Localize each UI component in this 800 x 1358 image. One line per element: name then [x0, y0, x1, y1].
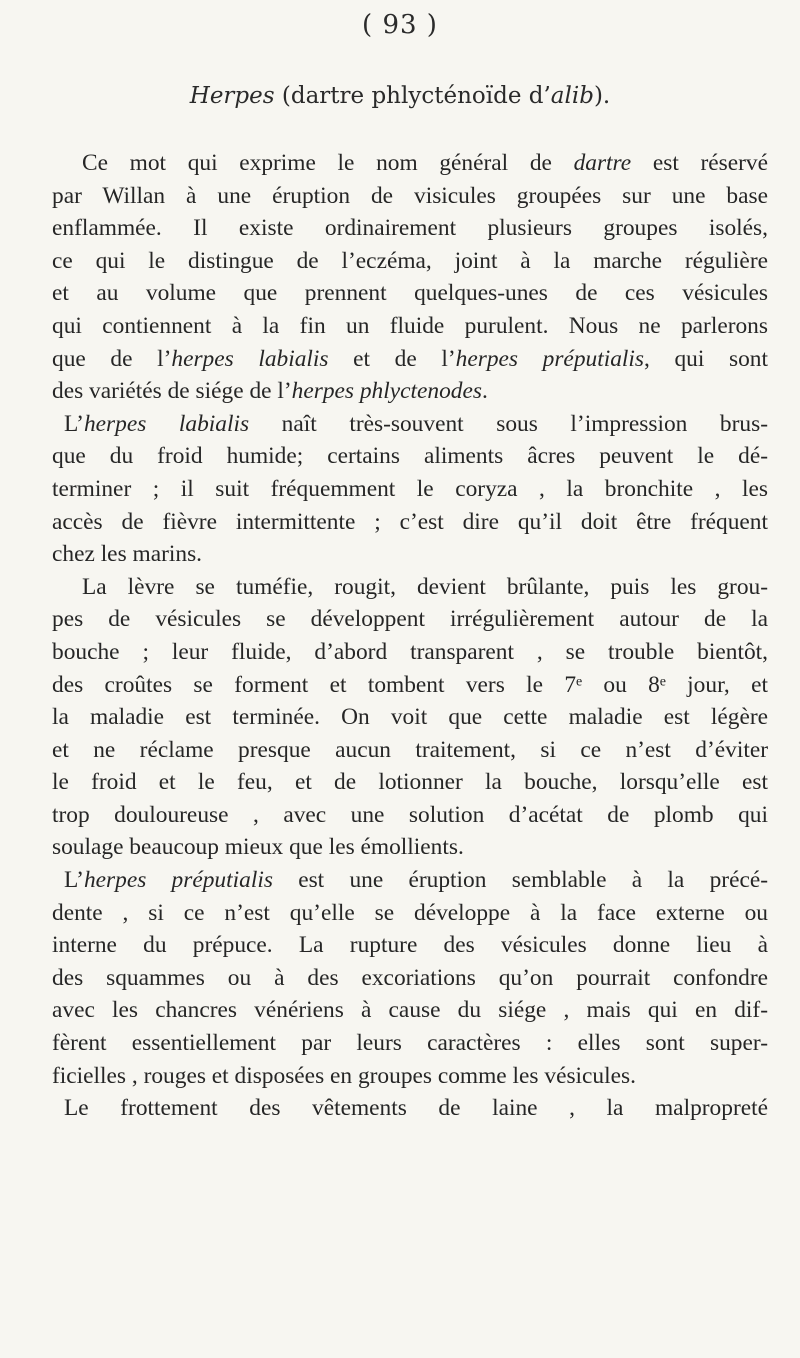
italic-term: herpes préputialis [83, 867, 273, 894]
text-span: que de l’ [52, 345, 172, 372]
text-line: pes de vésicules se développent irrégulièrement autour de la [52, 606, 768, 633]
heading-close: ). [593, 83, 611, 109]
section-heading [0, 83, 800, 109]
text-line: des croûtes se forment et tombent vers le 7ᵉ ou 8ᵉ jour, et [52, 671, 768, 698]
text-line [52, 408, 768, 441]
text-line: avec les chancres vénériens à cause du siége , mais qui en dif- [52, 997, 768, 1024]
text-line: chez les marins. [52, 541, 203, 568]
text-line: le froid et le feu, et de lotionner la bouche, lorsqu’elle est [52, 769, 768, 796]
text-span: des variétés de siége de l’ [52, 378, 292, 405]
text-line: fèrent essentiellement par leurs caractères : elles sont super- [52, 1030, 768, 1057]
text-span: Ce mot qui exprime le nom général de [82, 150, 574, 176]
heading-author: alib [550, 83, 594, 109]
text-line: ficielles , rouges et disposées en groupes comme les vésicules. [52, 1062, 636, 1089]
page-number: ( 93 ) [362, 10, 438, 40]
text-line [52, 343, 768, 376]
text-line: que du froid humide; certains aliments âcres peuvent le dé- [52, 443, 768, 470]
heading-description: (dartre phlycténoïde d’ [281, 83, 551, 109]
text-span: . [481, 378, 488, 405]
text-line [52, 147, 768, 180]
text-span: L’ [64, 867, 84, 894]
text-line: terminer ; il suit fréquemment le coryza , la bronchite , les [52, 475, 768, 502]
text-line: ce qui le distingue de l’eczéma, joint à la marche régulière [52, 247, 768, 274]
text-line: des squammes ou à des excoriations qu’on pourrait confondre [52, 964, 768, 991]
text-line [52, 864, 768, 897]
italic-term: herpes phlyctenodes [291, 378, 482, 405]
text-span: est une éruption semblable à la précé- [272, 867, 768, 894]
text-span: L’ [64, 410, 84, 437]
italic-term: herpes labialis [171, 345, 329, 372]
text-line: La lèvre se tuméfie, rougit, devient brûlante, puis les grou- [82, 573, 768, 600]
text-line: dente , si ce n’est qu’elle se développe à la face externe ou [52, 899, 768, 926]
text-line: et au volume que prennent quelques-unes de ces vésicules [52, 280, 768, 307]
text-line: enflammée. Il existe ordinairement plusieurs groupes isolés, [52, 215, 768, 242]
text-line: et ne réclame presque aucun traitement, si ce n’est d’éviter [52, 736, 768, 763]
italic-term: herpes préputialis [455, 345, 644, 372]
text-span: , qui sont [644, 345, 768, 372]
body-text [52, 147, 768, 1125]
text-line: la maladie est terminée. On voit que cette maladie est légère [52, 704, 768, 731]
italic-term: herpes labialis [83, 410, 250, 437]
text-line: accès de fièvre intermittente ; c’est dire qu’il doit être fréquent [52, 508, 768, 535]
text-line: qui contiennent à la fin un fluide purulent. Nous ne parlerons [52, 312, 768, 339]
text-line [52, 375, 768, 408]
text-span: et de l’ [328, 345, 456, 372]
text-line: trop douloureuse , avec une solution d’acétat de plomb qui [52, 801, 768, 828]
text-span: est réservé [631, 150, 768, 176]
text-line: par Willan à une éruption de visicules groupées sur une base [52, 182, 768, 209]
italic-term: dartre [573, 150, 632, 176]
text-line: Le frottement des vêtements de laine , la malpropreté [64, 1095, 768, 1122]
text-line: bouche ; leur fluide, d’abord transparent , se trouble bientôt, [52, 638, 768, 665]
text-line: interne du prépuce. La rupture des vésicules donne lieu à [52, 932, 768, 959]
text-span: naît très-souvent sous l’impression brus- [249, 410, 768, 437]
heading-term: Herpes [189, 83, 275, 109]
text-line: soulage beaucoup mieux que les émollients. [52, 834, 464, 861]
